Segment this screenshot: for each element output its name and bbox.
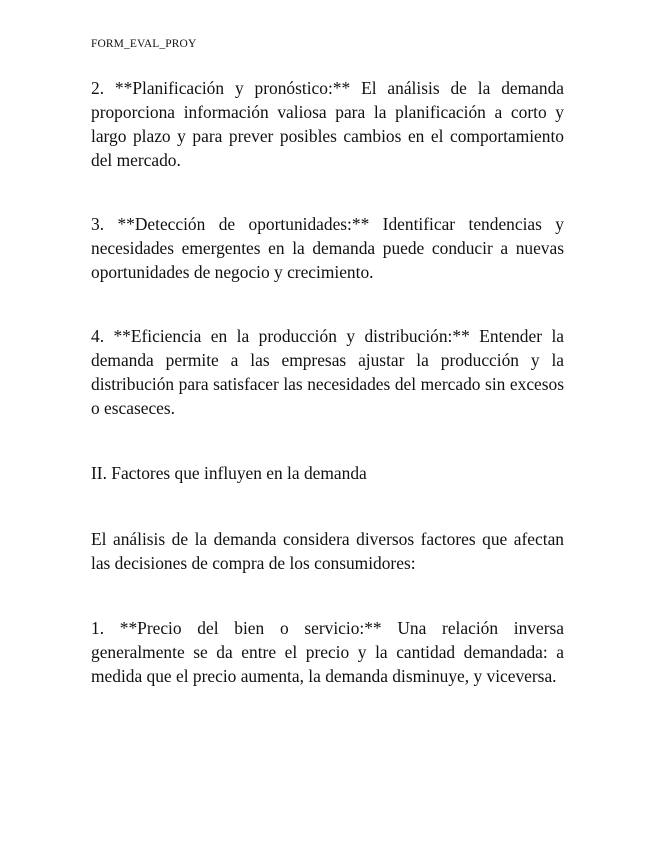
running-header: FORM_EVAL_PROY <box>91 38 197 50</box>
paragraph-precio: 1. **Precio del bien o servicio:** Una relación inversa generalmente se da entre el precio y la cantidad demandada: a medida que el precio aumenta, la demanda disminuye, y viceversa. <box>91 618 564 686</box>
section-heading: II. Factores que influyen en la demanda <box>91 463 367 483</box>
paragraph-oportunidades: 3. **Detección de oportunidades:** Identificar tendencias y necesidades emergentes en la demanda puede conducir a nuevas oportunidades de negocio y crecimiento. <box>91 214 564 282</box>
paragraph-planificacion: 2. **Planificación y pronóstico:** El análisis de la demanda proporciona información valiosa para la planificación a corto y largo plazo y para prever posibles cambios en el comportamiento del mercado. <box>91 78 564 170</box>
paragraph-intro: El análisis de la demanda considera diversos factores que afectan las decisiones de compra de los consumidores: <box>91 529 564 573</box>
paragraph-eficiencia: 4. **Eficiencia en la producción y distribución:** Entender la demanda permite a las empresas ajustar la producción y la distribución para satisfacer las necesidades del mercado sin excesos o escaseces. <box>91 326 564 418</box>
